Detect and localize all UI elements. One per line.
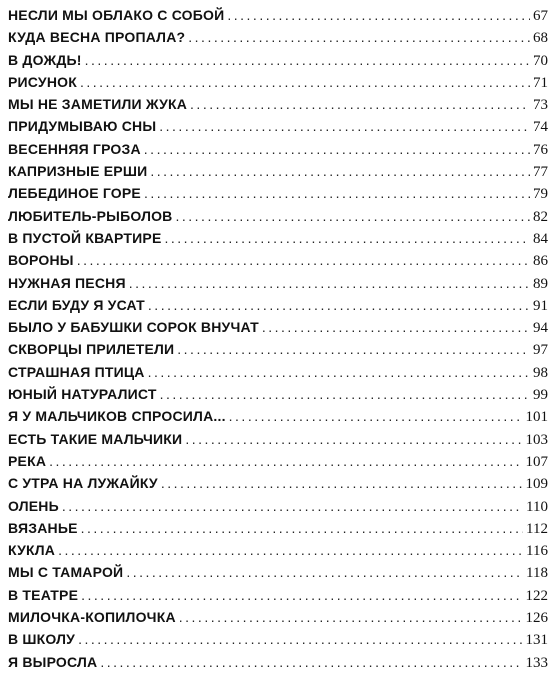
toc-page-number: 112 xyxy=(526,520,548,537)
toc-title: Я ВЫРОСЛА xyxy=(8,653,98,670)
toc-leader-dots xyxy=(176,205,531,227)
toc-entry[interactable] xyxy=(8,227,548,249)
toc-leader-dots xyxy=(85,49,530,71)
toc-entry[interactable] xyxy=(8,628,548,650)
toc-leader-dots xyxy=(126,561,523,583)
toc-page-number: 103 xyxy=(525,431,548,448)
toc-entry[interactable] xyxy=(8,294,548,316)
toc-page-number: 97 xyxy=(533,342,548,359)
toc-entry[interactable] xyxy=(8,93,548,115)
toc-leader-dots xyxy=(62,495,523,517)
toc-entry[interactable] xyxy=(8,606,548,628)
toc-leader-dots xyxy=(144,182,530,204)
toc-entry[interactable] xyxy=(8,338,548,360)
toc-title: ЕСЛИ БУДУ Я УСАТ xyxy=(8,296,145,313)
toc-title: С УТРА НА ЛУЖАЙКУ xyxy=(8,475,158,492)
toc-page-number: 76 xyxy=(533,141,548,158)
toc-entry[interactable] xyxy=(8,651,548,673)
toc-leader-dots xyxy=(229,405,523,427)
toc-page-number: 133 xyxy=(525,654,548,671)
toc-leader-dots xyxy=(148,294,530,316)
toc-title: ЕСТЬ ТАКИЕ МАЛЬЧИКИ xyxy=(8,430,183,447)
toc-leader-dots xyxy=(148,361,530,383)
toc-leader-dots xyxy=(190,93,530,115)
toc-leader-dots xyxy=(150,160,530,182)
toc-page-number: 118 xyxy=(526,565,548,582)
toc-title: РЕКА xyxy=(8,452,47,469)
toc-leader-dots xyxy=(100,651,522,673)
toc-leader-dots xyxy=(144,138,530,160)
toc-page-number: 122 xyxy=(525,587,548,604)
toc-title: КАПРИЗНЫЕ ЕРШИ xyxy=(8,163,148,180)
toc-title: БЫЛО У БАБУШКИ СОРОК ВНУЧАТ xyxy=(8,319,259,336)
toc-title: ВОРОНЫ xyxy=(8,252,74,269)
toc-title: В ДОЖДЬ! xyxy=(8,51,82,68)
toc-title: В ШКОЛУ xyxy=(8,631,76,648)
toc-entry[interactable] xyxy=(8,495,548,517)
toc-entry[interactable] xyxy=(8,71,548,93)
toc-page-number: 67 xyxy=(533,8,548,24)
toc-leader-dots xyxy=(81,584,522,606)
toc-entry[interactable] xyxy=(8,49,548,71)
toc-title: ОЛЕНЬ xyxy=(8,497,59,514)
toc-title: ЮНЫЙ НАТУРАЛИСТ xyxy=(8,386,157,403)
toc-entry[interactable] xyxy=(8,539,548,561)
toc-entry[interactable] xyxy=(8,450,548,472)
toc-entry[interactable] xyxy=(8,160,548,182)
toc-title: СТРАШНАЯ ПТИЦА xyxy=(8,363,145,380)
toc-page-number: 70 xyxy=(533,52,548,69)
toc-title: ЛЮБИТЕЛЬ-РЫБОЛОВ xyxy=(8,207,173,224)
toc-entry[interactable] xyxy=(8,249,548,271)
toc-title: КУКЛА xyxy=(8,542,56,559)
toc-title: КУДА ВЕСНА ПРОПАЛА? xyxy=(8,29,186,46)
toc-page-number: 126 xyxy=(525,610,548,627)
toc-page-number: 99 xyxy=(533,387,548,404)
toc-title: МИЛОЧКА-КОПИЛОЧКА xyxy=(8,609,176,626)
toc-page-number: 91 xyxy=(533,297,548,314)
toc-leader-dots xyxy=(185,428,522,450)
toc-page-number: 89 xyxy=(533,275,548,292)
toc-page-number: 84 xyxy=(533,230,548,247)
toc-title: НЕСЛИ МЫ ОБЛАКО С СОБОЙ xyxy=(8,7,225,23)
toc-entry[interactable] xyxy=(8,383,548,405)
toc-leader-dots xyxy=(58,539,523,561)
toc-page-number: 73 xyxy=(533,97,548,114)
toc-entry[interactable] xyxy=(8,561,548,583)
toc-leader-dots xyxy=(227,4,530,26)
toc-entry[interactable] xyxy=(8,272,548,294)
toc-title: СКВОРЦЫ ПРИЛЕТЕЛИ xyxy=(8,341,175,358)
toc-page-number: 77 xyxy=(533,164,548,181)
toc-entry[interactable] xyxy=(8,584,548,606)
toc-leader-dots xyxy=(81,517,523,539)
toc-page-number: 82 xyxy=(533,208,548,225)
toc-page-number: 116 xyxy=(526,543,548,560)
toc-leader-dots xyxy=(159,115,530,137)
toc-title: ЛЕБЕДИНОЕ ГОРЕ xyxy=(8,185,141,202)
toc-page-number: 131 xyxy=(525,632,548,649)
toc-title: МЫ С ТАМАРОЙ xyxy=(8,564,124,581)
toc-title: В ТЕАТРЕ xyxy=(8,586,79,603)
toc-page-number: 68 xyxy=(533,30,548,47)
toc-leader-dots xyxy=(188,26,530,48)
toc-page-number: 107 xyxy=(525,453,548,470)
toc-page-number: 101 xyxy=(525,409,548,426)
toc-page-number: 74 xyxy=(533,119,548,136)
toc-page-number: 98 xyxy=(533,364,548,381)
toc-page-number: 79 xyxy=(533,186,548,203)
toc-leader-dots xyxy=(165,227,531,249)
toc-entry[interactable] xyxy=(8,405,548,427)
toc-page-number: 71 xyxy=(533,74,548,91)
toc-leader-dots xyxy=(80,71,530,93)
toc-leader-dots xyxy=(129,272,530,294)
toc-entry[interactable] xyxy=(8,361,548,383)
toc-title: РИСУНОК xyxy=(8,73,77,90)
toc-title: ВЕСЕННЯЯ ГРОЗА xyxy=(8,140,141,157)
toc-leader-dots xyxy=(160,383,530,405)
toc-entry[interactable] xyxy=(8,138,548,160)
toc-leader-dots xyxy=(49,450,522,472)
toc-leader-dots xyxy=(179,606,523,628)
table-of-contents xyxy=(8,4,548,673)
toc-title: НУЖНАЯ ПЕСНЯ xyxy=(8,274,126,291)
toc-entry[interactable] xyxy=(8,182,548,204)
toc-title: Я У МАЛЬЧИКОВ СПРОСИЛА... xyxy=(8,408,226,425)
toc-leader-dots xyxy=(161,472,523,494)
toc-entry[interactable] xyxy=(8,428,548,450)
toc-leader-dots xyxy=(177,338,530,360)
toc-entry[interactable] xyxy=(8,4,548,26)
toc-title: ВЯЗАНЬЕ xyxy=(8,519,78,536)
toc-entry[interactable] xyxy=(8,115,548,137)
toc-leader-dots xyxy=(78,628,522,650)
toc-entry[interactable] xyxy=(8,472,548,494)
toc-title: МЫ НЕ ЗАМЕТИЛИ ЖУКА xyxy=(8,96,188,113)
toc-page-number: 109 xyxy=(525,476,548,493)
toc-entry[interactable] xyxy=(8,316,548,338)
toc-leader-dots xyxy=(262,316,530,338)
toc-page-number: 94 xyxy=(533,320,548,337)
toc-leader-dots xyxy=(77,249,530,271)
toc-page-number: 110 xyxy=(526,498,548,515)
toc-entry[interactable] xyxy=(8,26,548,48)
toc-page-number: 86 xyxy=(533,253,548,270)
toc-title: В ПУСТОЙ КВАРТИРЕ xyxy=(8,229,162,246)
toc-entry[interactable] xyxy=(8,517,548,539)
toc-title: ПРИДУМЫВАЮ СНЫ xyxy=(8,118,157,135)
toc-entry[interactable] xyxy=(8,205,548,227)
